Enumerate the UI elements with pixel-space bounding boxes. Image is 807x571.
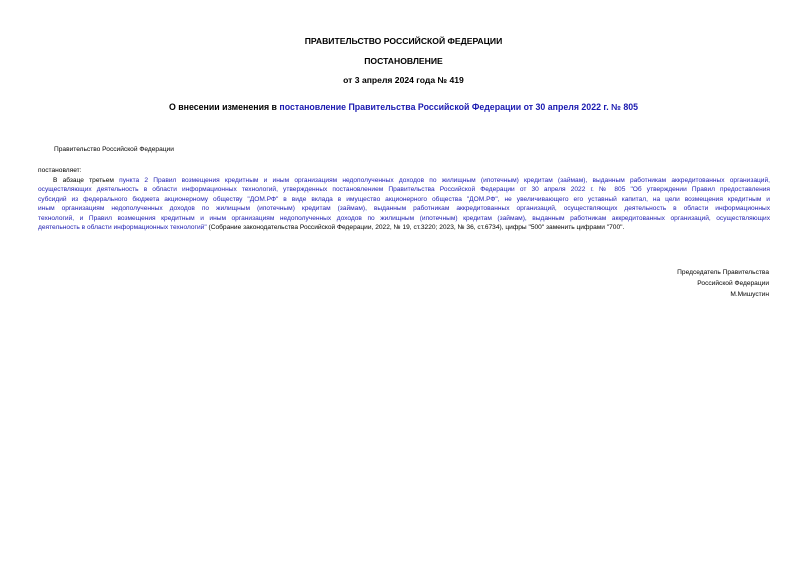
document-date-number: от 3 апреля 2024 года № 419 [343,75,464,85]
rules-link-text[interactable]: субсидий из федерального бюджета акционерному обществу "ДОМ.РФ" в виде вклада в имущество акционерного общества "ДОМ.РФ", не увеличивающего его уставный капитал, на цели возмещения кредитным и [38,195,770,203]
paragraph-line [38,176,770,185]
government-line: Правительство Российской Федерации [54,146,174,153]
paragraph-line [38,185,770,194]
paragraph-line [38,223,770,232]
signatory-position-line1: Председатель Правительства [677,269,769,276]
document-title [0,102,807,113]
issuing-authority: ПРАВИТЕЛЬСТВО РОССИЙСКОЙ ФЕДЕРАЦИИ [304,36,503,46]
title-link-resolution-805[interactable]: постановление Правительства Российской Федерации от 30 апреля 2022 г. № 805 [279,102,639,112]
rules-link-text[interactable]: пункта 2 Правил возмещения кредитным и иным организациям недополученных доходов по жилищным (ипотечным) кредитам (займам), выданным работникам аккредитованных организаций, [119,177,770,184]
rules-link-text[interactable]: деятельность в области информационных технологий" [38,224,207,232]
signatory-name: М.Мишустин [730,291,769,298]
rules-link-text[interactable]: технологий, и Правил возмещения кредитным и иным организациям недополученных доходов по жилищным (ипотечным) кредитам (займам), выданным работникам аккредитованных организаций, осуществляющих [38,214,770,222]
paragraph-text: (Собрание законодательства Российской Федерации, 2022, № 19, ст.3220; 2023, № 36, ст.6734), цифры "500" заменить цифрами "700". [206,224,625,232]
paragraph-line [38,195,770,204]
rules-link-text[interactable]: иным организациям недополученных доходов по жилищным (ипотечным) кредитам (займам), выданным работникам аккредитованных организаций, осуществляющих деятельность в области информационных [38,205,770,213]
signatory-position-line2: Российской Федерации [697,280,769,287]
title-prefix: О внесении изменения в [168,102,280,112]
amendment-paragraph [38,176,770,232]
rules-link-text[interactable]: осуществляющих деятельность в области информационных технологий, утвержденных постановлением Правительства Российской Федерации от 30 апреля 2022 г. № 805 "Об утверждении Правил предоставления [38,186,770,194]
document-type: ПОСТАНОВЛЕНИЕ [364,56,443,66]
paragraph-text: В абзаце третьем [53,177,120,184]
paragraph-line [38,204,770,213]
paragraph-line [38,214,770,223]
decrees-line: постановляет: [38,167,82,174]
